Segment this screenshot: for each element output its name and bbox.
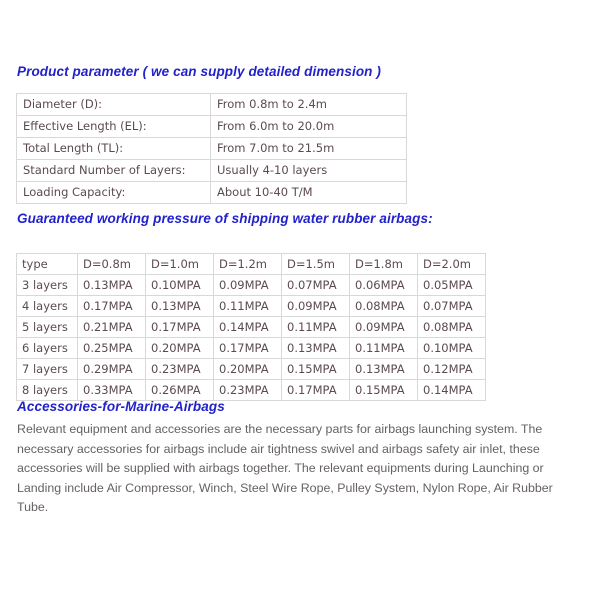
pressure-value-cell: 0.33MPA bbox=[78, 380, 146, 401]
working-pressure-table-body bbox=[17, 254, 486, 401]
pressure-layer-label-cell: 5 layers bbox=[17, 317, 78, 338]
pressure-layer-label-cell: 6 layers bbox=[17, 338, 78, 359]
pressure-layer-label-cell: 7 layers bbox=[17, 359, 78, 380]
pressure-header-diameter: D=2.0m bbox=[418, 254, 486, 275]
pressure-value-cell: 0.09MPA bbox=[282, 296, 350, 317]
table-row bbox=[17, 138, 407, 160]
pressure-layer-label-cell: 3 layers bbox=[17, 275, 78, 296]
spec-label-cell: Standard Number of Layers: bbox=[17, 160, 211, 182]
heading-working-pressure: Guaranteed working pressure of shipping water rubber airbags: bbox=[17, 211, 433, 226]
table-row bbox=[17, 116, 407, 138]
pressure-value-cell: 0.23MPA bbox=[214, 380, 282, 401]
pressure-value-cell: 0.29MPA bbox=[78, 359, 146, 380]
working-pressure-table bbox=[16, 253, 486, 401]
product-parameter-table-body bbox=[17, 94, 407, 204]
spec-value-cell: From 6.0m to 20.0m bbox=[211, 116, 407, 138]
table-header-row bbox=[17, 254, 486, 275]
pressure-value-cell: 0.13MPA bbox=[78, 275, 146, 296]
spec-value-cell: About 10-40 T/M bbox=[211, 182, 407, 204]
pressure-header-diameter: D=0.8m bbox=[78, 254, 146, 275]
pressure-value-cell: 0.15MPA bbox=[350, 380, 418, 401]
pressure-value-cell: 0.17MPA bbox=[282, 380, 350, 401]
product-parameter-table-wrapper bbox=[16, 93, 407, 204]
pressure-header-diameter: D=1.2m bbox=[214, 254, 282, 275]
pressure-value-cell: 0.09MPA bbox=[214, 275, 282, 296]
heading-product-parameter: Product parameter ( we can supply detailed dimension ) bbox=[17, 64, 381, 79]
pressure-value-cell: 0.15MPA bbox=[282, 359, 350, 380]
spec-value-cell: From 7.0m to 21.5m bbox=[211, 138, 407, 160]
table-row bbox=[17, 317, 486, 338]
table-row bbox=[17, 94, 407, 116]
pressure-value-cell: 0.17MPA bbox=[78, 296, 146, 317]
pressure-value-cell: 0.26MPA bbox=[146, 380, 214, 401]
pressure-header-diameter: D=1.5m bbox=[282, 254, 350, 275]
pressure-value-cell: 0.09MPA bbox=[350, 317, 418, 338]
pressure-value-cell: 0.06MPA bbox=[350, 275, 418, 296]
pressure-value-cell: 0.10MPA bbox=[146, 275, 214, 296]
pressure-layer-label-cell: 4 layers bbox=[17, 296, 78, 317]
spec-value-cell: From 0.8m to 2.4m bbox=[211, 94, 407, 116]
pressure-layer-label-cell: 8 layers bbox=[17, 380, 78, 401]
spec-label-cell: Loading Capacity: bbox=[17, 182, 211, 204]
pressure-value-cell: 0.08MPA bbox=[350, 296, 418, 317]
pressure-header-diameter: D=1.8m bbox=[350, 254, 418, 275]
table-row bbox=[17, 160, 407, 182]
table-row bbox=[17, 296, 486, 317]
table-row bbox=[17, 359, 486, 380]
pressure-value-cell: 0.20MPA bbox=[214, 359, 282, 380]
product-parameter-table bbox=[16, 93, 407, 204]
pressure-value-cell: 0.07MPA bbox=[418, 296, 486, 317]
pressure-value-cell: 0.07MPA bbox=[282, 275, 350, 296]
accessories-paragraph: Relevant equipment and accessories are the necessary parts for airbags launching system. The necessary accessories for airbags include air tightness swivel and airbags safety air inlet, these accessories will be supplied with airbags together. The relevant equipments during Launching or Landing include Air Compressor, Winch, Steel Wire Rope, Pulley System, Nylon Rope, Air Rubber Tube. bbox=[17, 422, 553, 515]
pressure-value-cell: 0.17MPA bbox=[214, 338, 282, 359]
table-row bbox=[17, 275, 486, 296]
pressure-header-type: type bbox=[17, 254, 78, 275]
pressure-value-cell: 0.23MPA bbox=[146, 359, 214, 380]
table-row bbox=[17, 338, 486, 359]
pressure-value-cell: 0.11MPA bbox=[214, 296, 282, 317]
spec-label-cell: Total Length (TL): bbox=[17, 138, 211, 160]
pressure-value-cell: 0.25MPA bbox=[78, 338, 146, 359]
pressure-value-cell: 0.17MPA bbox=[146, 317, 214, 338]
pressure-value-cell: 0.20MPA bbox=[146, 338, 214, 359]
pressure-value-cell: 0.13MPA bbox=[146, 296, 214, 317]
spec-label-cell: Effective Length (EL): bbox=[17, 116, 211, 138]
pressure-value-cell: 0.13MPA bbox=[350, 359, 418, 380]
pressure-value-cell: 0.14MPA bbox=[214, 317, 282, 338]
pressure-value-cell: 0.11MPA bbox=[282, 317, 350, 338]
pressure-value-cell: 0.10MPA bbox=[418, 338, 486, 359]
working-pressure-table-wrapper bbox=[16, 253, 486, 401]
pressure-value-cell: 0.21MPA bbox=[78, 317, 146, 338]
pressure-value-cell: 0.05MPA bbox=[418, 275, 486, 296]
heading-accessories: Accessories-for-Marine-Airbags bbox=[17, 399, 225, 414]
spec-label-cell: Diameter (D): bbox=[17, 94, 211, 116]
table-row bbox=[17, 182, 407, 204]
spec-value-cell: Usually 4-10 layers bbox=[211, 160, 407, 182]
pressure-value-cell: 0.12MPA bbox=[418, 359, 486, 380]
pressure-value-cell: 0.08MPA bbox=[418, 317, 486, 338]
pressure-header-diameter: D=1.0m bbox=[146, 254, 214, 275]
pressure-value-cell: 0.11MPA bbox=[350, 338, 418, 359]
pressure-value-cell: 0.13MPA bbox=[282, 338, 350, 359]
table-row bbox=[17, 380, 486, 401]
pressure-value-cell: 0.14MPA bbox=[418, 380, 486, 401]
